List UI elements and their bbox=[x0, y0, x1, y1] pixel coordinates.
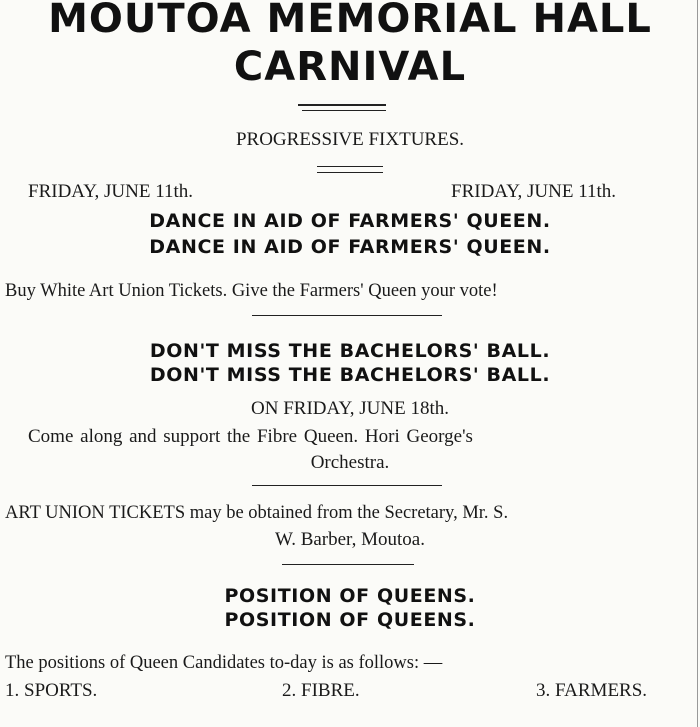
queen-position-item: 1. SPORTS. bbox=[5, 680, 98, 701]
dance-headline: DANCE IN AID OF FARMERS' QUEEN. bbox=[149, 236, 551, 258]
queens-headline: POSITION OF QUEENS. bbox=[224, 585, 476, 607]
subtitle-progressive-fixtures: PROGRESSIVE FIXTURES. bbox=[235, 129, 465, 150]
queens-intro-text: The positions of Queen Candidates to-day is as follows: — bbox=[5, 653, 443, 673]
divider-rule bbox=[298, 104, 386, 106]
ball-body-text: Orchestra. bbox=[310, 452, 390, 473]
divider-rule bbox=[282, 564, 414, 565]
divider-rule bbox=[317, 172, 383, 173]
column-border bbox=[697, 0, 698, 727]
headline-title: MOUTOA MEMORIAL HALL bbox=[48, 0, 652, 42]
dance-date-left: FRIDAY, JUNE 11th. bbox=[28, 181, 194, 202]
divider-rule bbox=[302, 110, 386, 111]
queens-headline: POSITION OF QUEENS. bbox=[224, 609, 476, 631]
divider-rule bbox=[252, 315, 442, 316]
divider-rule bbox=[252, 485, 442, 486]
queen-position-item: 3. FARMERS. bbox=[536, 680, 648, 701]
ball-date: ON FRIDAY, JUNE 18th. bbox=[251, 398, 449, 419]
headline-carnival: CARNIVAL bbox=[233, 44, 467, 90]
queen-position-item: 2. FIBRE. bbox=[282, 680, 360, 701]
divider-rule bbox=[317, 166, 383, 167]
ball-body-text: Come along and support the Fibre Queen. Hori George's bbox=[28, 426, 473, 447]
dance-body-text: Buy White Art Union Tickets. Give the Farmers' Queen your vote! bbox=[5, 281, 498, 301]
dance-headline: DANCE IN AID OF FARMERS' QUEEN. bbox=[149, 210, 551, 232]
tickets-text: ART UNION TICKETS may be obtained from the Secretary, Mr. S. bbox=[5, 503, 509, 523]
ball-headline: DON'T MISS THE BACHELORS' BALL. bbox=[149, 364, 551, 386]
tickets-text: W. Barber, Moutoa. bbox=[275, 529, 425, 550]
ball-headline: DON'T MISS THE BACHELORS' BALL. bbox=[149, 340, 551, 362]
dance-date-right: FRIDAY, JUNE 11th. bbox=[451, 181, 617, 202]
